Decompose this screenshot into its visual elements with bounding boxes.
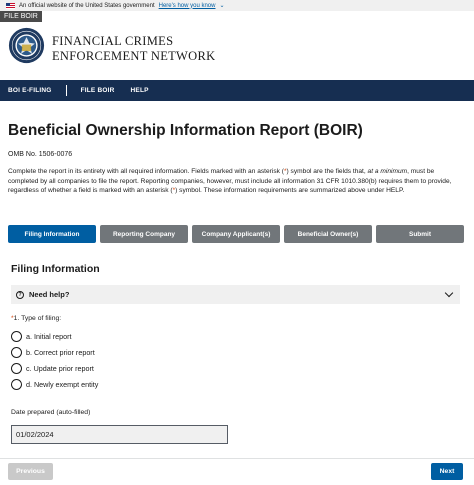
org-name-line1: FINANCIAL CRIMES xyxy=(52,34,174,48)
filing-type-label: *1. Type of filing: xyxy=(11,315,62,322)
tooltip: FILE BOIR xyxy=(0,11,42,22)
section-title: Filing Information xyxy=(11,263,100,275)
chevron-down-icon[interactable] xyxy=(445,289,453,297)
page-title: Beneficial Ownership Information Report (BOIR) xyxy=(8,122,363,139)
required-asterisk: * xyxy=(11,315,14,322)
us-flag-icon xyxy=(6,3,15,9)
need-help-accordion[interactable] xyxy=(11,285,460,304)
radio-label[interactable]: b. Correct prior report xyxy=(26,348,95,357)
org-name-line2: ENFORCEMENT NETWORK xyxy=(52,49,216,63)
nav-help[interactable]: HELP xyxy=(130,87,149,94)
asterisk-mark: * xyxy=(283,168,287,175)
radio-label[interactable]: d. Newly exempt entity xyxy=(26,380,99,389)
radio-button[interactable] xyxy=(11,379,22,390)
radio-button[interactable] xyxy=(11,363,22,374)
org-name[interactable] xyxy=(52,34,215,64)
date-prepared-label: Date prepared (auto-filled) xyxy=(11,409,91,416)
step-indicator xyxy=(8,225,464,243)
radio-button[interactable] xyxy=(11,347,22,358)
step-filing-information[interactable]: Filing Information xyxy=(8,225,96,243)
heres-how-you-know-link[interactable]: Here's how you know xyxy=(158,2,216,9)
step-company-applicants[interactable]: Company Applicant(s) xyxy=(192,225,280,243)
radio-initial-report[interactable] xyxy=(11,331,72,342)
step-submit[interactable]: Submit xyxy=(376,225,464,243)
radio-update-prior-report[interactable] xyxy=(11,363,94,374)
gov-banner-text: An official website of the United States government xyxy=(19,2,155,9)
site-header xyxy=(0,22,474,80)
radio-label[interactable]: c. Update prior report xyxy=(26,364,94,373)
omb-number: OMB No. 1506-0076 xyxy=(8,151,73,158)
help-icon: ? xyxy=(16,291,24,299)
main-nav xyxy=(0,80,474,101)
next-button[interactable]: Next xyxy=(431,463,463,480)
divider xyxy=(0,458,474,459)
radio-correct-prior-report[interactable] xyxy=(11,347,95,358)
fincen-seal-icon[interactable] xyxy=(8,27,45,64)
nav-divider xyxy=(66,85,67,96)
radio-label[interactable]: a. Initial report xyxy=(26,332,72,341)
nav-file-boir[interactable]: FILE BOIR xyxy=(80,87,115,94)
nav-boi-efiling[interactable]: BOI E-FILING xyxy=(8,87,52,94)
date-prepared-input[interactable] xyxy=(11,425,228,444)
asterisk-mark: * xyxy=(172,187,176,195)
step-reporting-company[interactable]: Reporting Company xyxy=(100,225,188,243)
intro-text: Complete the report in its entirety with all required information. Fields marked with an asterisk (*) symbol are the fields that, at a minimum, must be completed by all companies to file the report. Reporting companies, however, must include all information 31 CFR 1010.380(b) requires them to provide, regardless of whether a field is marked with an asterisk (*) symbol. These information requirements are summarized above under HELP. xyxy=(8,168,452,195)
gov-banner xyxy=(0,0,474,11)
radio-button[interactable] xyxy=(11,331,22,342)
step-beneficial-owners[interactable]: Beneficial Owner(s) xyxy=(284,225,372,243)
need-help-label: Need help? xyxy=(29,290,70,299)
chevron-down-icon[interactable]: ⌄ xyxy=(219,3,225,9)
previous-button[interactable]: Previous xyxy=(8,463,53,480)
radio-newly-exempt-entity[interactable] xyxy=(11,379,98,390)
